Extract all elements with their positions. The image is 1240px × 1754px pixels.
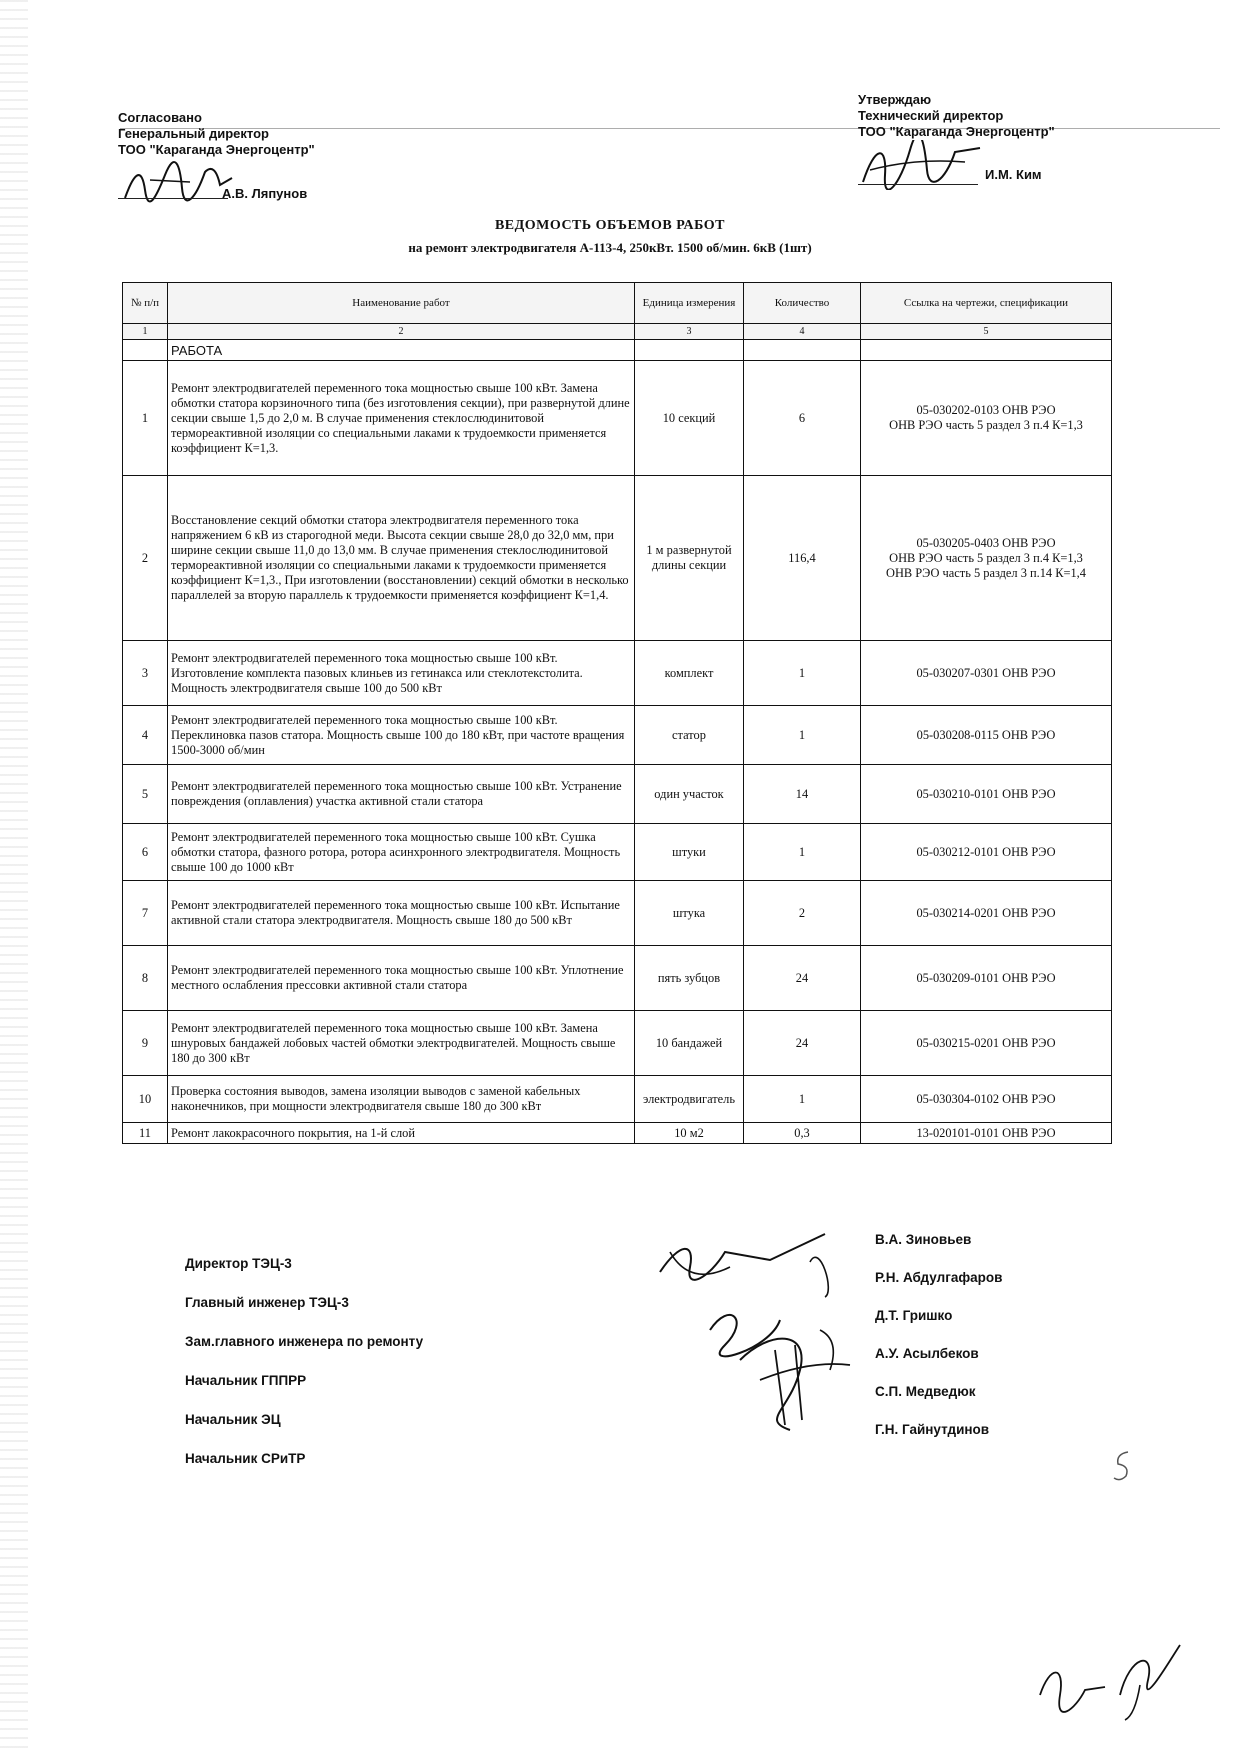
agreed-name: А.В. Ляпунов <box>222 186 308 201</box>
agreed-organization: ТОО "Караганда Энергоцентр" <box>118 142 315 157</box>
commission-signature-2 <box>690 1290 870 1440</box>
commission-name: Р.Н. Абдулгафаров <box>875 1270 1003 1285</box>
row-number: 5 <box>123 765 168 824</box>
commission-name: В.А. Зиновьев <box>875 1232 972 1247</box>
unit: один участок <box>635 765 744 824</box>
quantity: 24 <box>744 1011 861 1076</box>
work-name: Ремонт электродвигателей переменного тока мощностью свыше 100 кВт. Устранение повреждения (оплавления) участка активной стали статора <box>168 765 635 824</box>
document-subtitle: на ремонт электродвигателя А-113-4, 250кВт. 1500 об/мин. 6кВ (1шт) <box>408 240 812 255</box>
col-header-reference: Ссылка на чертежи, спецификации <box>861 283 1112 324</box>
page-mark <box>1110 1448 1134 1484</box>
column-number: 2 <box>168 324 635 340</box>
reference-line: 05-030202-0103 ОНВ РЭО <box>916 403 1056 417</box>
unit: штуки <box>635 824 744 881</box>
column-number-row <box>123 324 1112 340</box>
commission-position: Начальник ЭЦ <box>185 1412 281 1427</box>
row-number: 4 <box>123 706 168 765</box>
quantity: 2 <box>744 881 861 946</box>
section-title: РАБОТА <box>168 340 635 361</box>
reference-line: 05-030207-0301 ОНВ РЭО <box>916 665 1056 680</box>
unit: 10 бандажей <box>635 1011 744 1076</box>
commission-position: Главный инженер ТЭЦ-3 <box>185 1295 349 1310</box>
table-row <box>123 361 1112 476</box>
unit: пять зубцов <box>635 946 744 1011</box>
agreed-heading: Согласовано <box>118 110 202 125</box>
section-row <box>123 340 1112 361</box>
reference-line: 05-030212-0101 ОНВ РЭО <box>916 844 1056 859</box>
reference-line: ОНВ РЭО часть 5 раздел 3 п.4 К=1,3 <box>889 550 1083 565</box>
unit: электродвигатель <box>635 1076 744 1123</box>
commission-position: Зам.главного инженера по ремонту <box>185 1334 424 1349</box>
reference-line: 05-030205-0403 ОНВ РЭО <box>916 535 1056 550</box>
approved-signature-line <box>858 184 978 185</box>
reference <box>861 881 1112 946</box>
commission-name: Д.Т. Гришко <box>875 1308 953 1323</box>
agreed-signature-line <box>118 198 228 199</box>
corner-initials-signature <box>1030 1635 1190 1725</box>
reference <box>861 1076 1112 1123</box>
column-number: 3 <box>635 324 744 340</box>
row-number: 10 <box>123 1076 168 1123</box>
approved-signature <box>855 140 995 190</box>
col-header-number: № п/п <box>123 283 168 324</box>
quantity: 1 <box>744 1076 861 1123</box>
section-cell-empty <box>744 340 861 361</box>
quantity: 1 <box>744 706 861 765</box>
table-row <box>123 765 1112 824</box>
commission-position: Начальник СРиТР <box>185 1451 306 1466</box>
work-name: Ремонт электродвигателей переменного тока мощностью свыше 100 кВт. Переклиновка пазов статора. Мощность свыше 100 до 180 кВт, при частоте вращения 1500-3000 об/мин <box>168 706 635 765</box>
unit: 10 секций <box>635 361 744 476</box>
row-number: 2 <box>123 476 168 641</box>
quantity: 24 <box>744 946 861 1011</box>
row-number: 1 <box>123 361 168 476</box>
unit: комплект <box>635 641 744 706</box>
reference <box>861 824 1112 881</box>
reference <box>861 641 1112 706</box>
col-header-work-name: Наименование работ <box>168 283 635 324</box>
work-name: Ремонт электродвигателей переменного тока мощностью свыше 100 кВт. Замена шнуровых бандажей лобовых частей обмотки электродвигателей. Мощность свыше 180 до 300 кВт <box>168 1011 635 1076</box>
reference-line: ОНВ РЭО часть 5 раздел 3 п.4 К=1,3 <box>889 418 1083 432</box>
table-row <box>123 881 1112 946</box>
work-name: Проверка состояния выводов, замена изоляции выводов с заменой кабельных наконечников, при мощности электродвигателя свыше 180 до 300 кВт <box>168 1076 635 1123</box>
work-name: Ремонт электродвигателей переменного тока мощностью свыше 100 кВт. Сушка обмотки статора, фазного ротора, ротора асинхронного электродвигателя. Мощность свыше 100 до 1000 кВт <box>168 824 635 881</box>
approved-block <box>858 92 1178 140</box>
work-name: Восстановление секций обмотки статора электродвигателя переменного тока напряжением 6 кВ из старогодной меди. Высота секции свыше 28,0 до 32,0 мм, при ширине секции свыше 11,0 до 13,0 мм. В случае применения стеклослюдинитовой термореактивной изоляции со специальными лаками к трудоемкости применяется коэффициент К=1,3., При изготовлении (восстановлении) секций обмотки в несколько параллелей за вторую параллель к трудоемкости применяется коэффициент К=1,4. <box>168 476 635 641</box>
section-cell-empty <box>861 340 1112 361</box>
table-row <box>123 946 1112 1011</box>
reference <box>861 946 1112 1011</box>
works-table <box>122 282 1112 1144</box>
commission-position: Директор ТЭЦ-3 <box>185 1256 292 1271</box>
reference <box>861 1011 1112 1076</box>
reference <box>861 476 1112 641</box>
commission-name: Г.Н. Гайнутдинов <box>875 1422 990 1437</box>
work-name: Ремонт электродвигателей переменного тока мощностью свыше 100 кВт. Уплотнение местного ослабления прессовки активной стали статора <box>168 946 635 1011</box>
table-header-row <box>123 283 1112 324</box>
work-name: Ремонт электродвигателей переменного тока мощностью свыше 100 кВт. Изготовление комплекта пазовых клиньев из гетинакса или стеклотекстолита. Мощность электродвигателя свыше 100 до 500 кВт <box>168 641 635 706</box>
row-number: 7 <box>123 881 168 946</box>
approved-heading: Утверждаю <box>858 92 932 107</box>
col-header-unit: Единица измерения <box>635 283 744 324</box>
table-row <box>123 706 1112 765</box>
section-cell-empty <box>123 340 168 361</box>
approved-position: Технический директор <box>858 108 1004 123</box>
reference-line: 05-030215-0201 ОНВ РЭО <box>916 1035 1056 1050</box>
quantity: 1 <box>744 824 861 881</box>
table-row <box>123 1011 1112 1076</box>
column-number: 1 <box>123 324 168 340</box>
reference <box>861 361 1112 476</box>
row-number: 11 <box>123 1123 168 1144</box>
commission-name: С.П. Медведюк <box>875 1384 976 1399</box>
table-row <box>123 1076 1112 1123</box>
reference-line: 13-020101-0101 ОНВ РЭО <box>916 1125 1056 1140</box>
quantity: 1 <box>744 641 861 706</box>
quantity: 0,3 <box>744 1123 861 1144</box>
scan-edge-artifact <box>0 0 28 1754</box>
commission-position: Начальник ГППРР <box>185 1373 307 1388</box>
work-name: Ремонт электродвигателей переменного тока мощностью свыше 100 кВт. Испытание активной стали статора электродвигателя. Мощность свыше 180 до 500 кВт <box>168 881 635 946</box>
approved-name: И.М. Ким <box>985 167 1042 182</box>
agreed-block <box>118 110 458 158</box>
reference <box>861 706 1112 765</box>
reference-line: 05-030304-0102 ОНВ РЭО <box>916 1091 1056 1106</box>
reference <box>861 1123 1112 1144</box>
commission-name: А.У. Асылбеков <box>875 1346 979 1361</box>
row-number: 3 <box>123 641 168 706</box>
approved-organization: ТОО "Караганда Энергоцентр" <box>858 124 1055 139</box>
quantity: 116,4 <box>744 476 861 641</box>
reference-line: ОНВ РЭО часть 5 раздел 3 п.14 К=1,4 <box>886 565 1086 580</box>
row-number: 6 <box>123 824 168 881</box>
unit: 10 м2 <box>635 1123 744 1144</box>
unit: штука <box>635 881 744 946</box>
document-title: ВЕДОМОСТЬ ОБЪЕМОВ РАБОТ <box>494 218 726 233</box>
table-row <box>123 1123 1112 1144</box>
reference-line: 05-030210-0101 ОНВ РЭО <box>916 786 1056 801</box>
work-name: Ремонт лакокрасочного покрытия, на 1-й слой <box>168 1123 635 1144</box>
column-number: 4 <box>744 324 861 340</box>
row-number: 8 <box>123 946 168 1011</box>
table-row <box>123 641 1112 706</box>
table-row <box>123 824 1112 881</box>
column-number: 5 <box>861 324 1112 340</box>
quantity: 14 <box>744 765 861 824</box>
reference-line: 05-030209-0101 ОНВ РЭО <box>916 970 1056 985</box>
table-row <box>123 476 1112 641</box>
quantity: 6 <box>744 361 861 476</box>
agreed-position: Генеральный директор <box>118 126 269 141</box>
reference-line: 05-030208-0115 ОНВ РЭО <box>916 727 1056 742</box>
reference <box>861 765 1112 824</box>
work-name: Ремонт электродвигателей переменного тока мощностью свыше 100 кВт. Замена обмотки статора корзиночного типа (без изготовления секции), при развернутой длине секции свыше 1,5 до 2,0 м. В случае применения стеклослюдинитовой термореактивной изоляции со специальными лаками к трудоемкости применяется коэффициент К=1,3. <box>168 361 635 476</box>
reference-line: 05-030214-0201 ОНВ РЭО <box>916 905 1056 920</box>
col-header-quantity: Количество <box>744 283 861 324</box>
unit: статор <box>635 706 744 765</box>
unit: 1 м развернутой длины секции <box>635 476 744 641</box>
row-number: 9 <box>123 1011 168 1076</box>
section-cell-empty <box>635 340 744 361</box>
